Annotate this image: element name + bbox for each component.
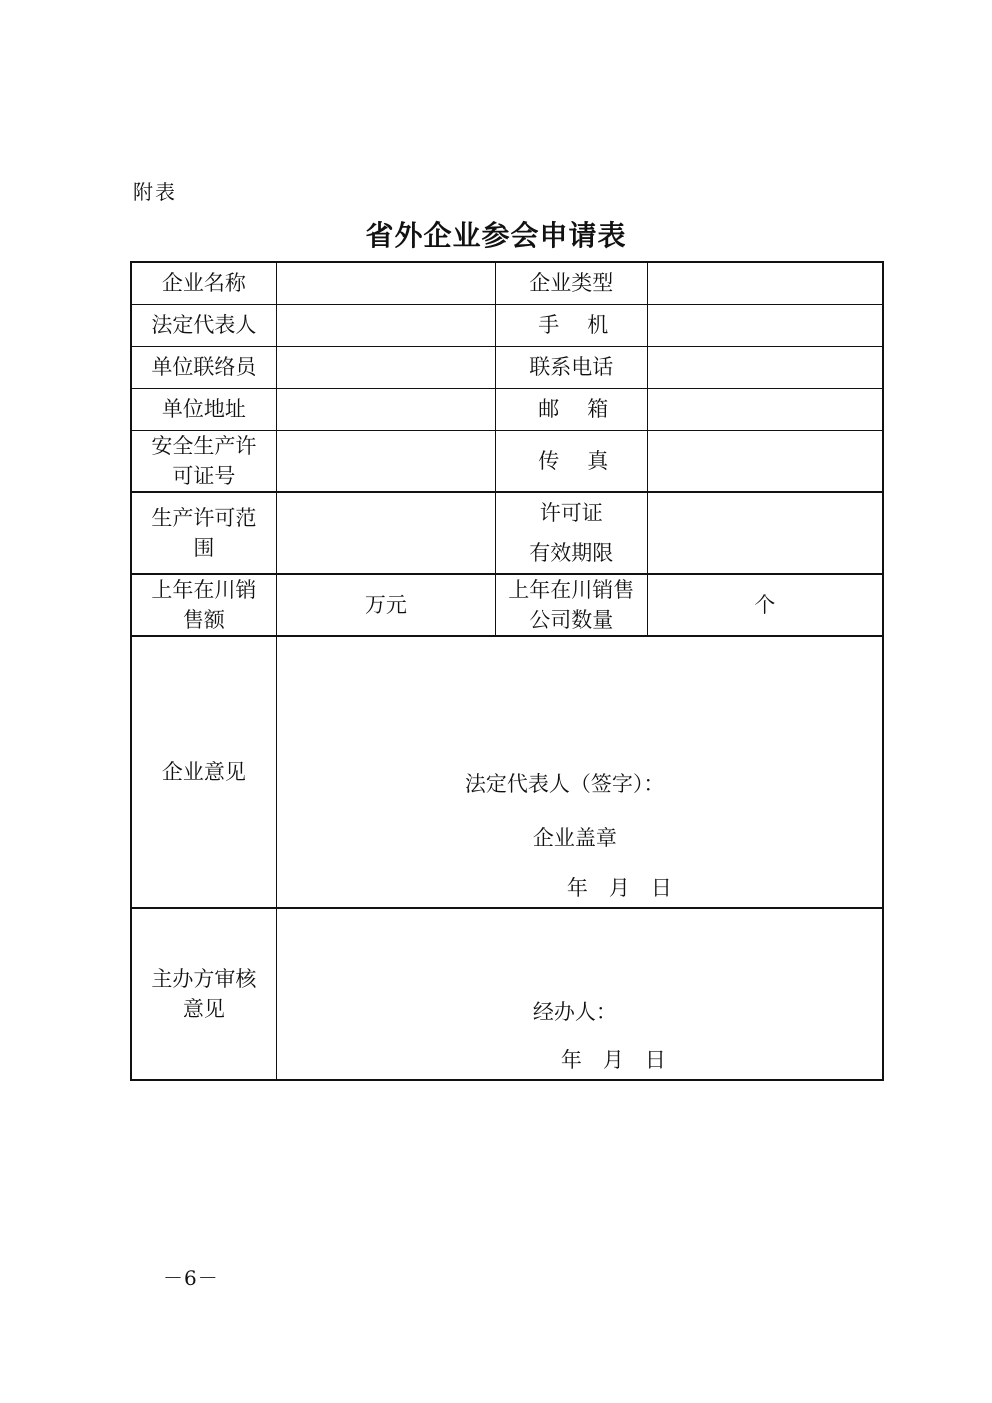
label-email-text: 邮箱 (538, 397, 637, 421)
company-count-field[interactable] (647, 574, 883, 636)
label-contact-person: 单位联络员 (131, 346, 276, 388)
review-date-label: 年 月 日 (560, 1048, 666, 1072)
label-legal-rep: 法定代表人 (131, 304, 276, 346)
label-email (495, 388, 647, 430)
contact-phone-field[interactable] (647, 346, 883, 388)
table-row (131, 346, 883, 388)
label-company-name: 企业名称 (131, 262, 276, 304)
label-license-validity (495, 492, 647, 574)
label-mobile-text: 手机 (538, 313, 637, 337)
label-fax-text: 传真 (538, 448, 637, 473)
label-company-count-line2: 公司数量 (529, 608, 614, 632)
address-field[interactable] (276, 388, 495, 430)
license-validity-field[interactable] (647, 492, 883, 574)
handler-label: 经办人： (532, 1000, 617, 1024)
table-row (131, 304, 883, 346)
label-company-count (495, 574, 647, 636)
table-row (131, 430, 883, 492)
company-count-unit: 个 (754, 593, 776, 617)
table-row (131, 636, 883, 908)
label-license-scope (131, 492, 276, 574)
organizer-review-signature-area (277, 909, 882, 1079)
safety-license-field[interactable] (276, 430, 495, 492)
label-safety-license-line1: 安全生产许 (151, 433, 257, 458)
label-license-validity-line2: 有效期限 (529, 541, 614, 565)
label-fax (495, 430, 647, 492)
label-sales-amount-line2: 售额 (182, 608, 225, 632)
annex-label: 附表 (133, 180, 177, 204)
table-row (131, 574, 883, 636)
label-license-scope-line2: 围 (193, 536, 215, 560)
label-license-validity-line1: 许可证 (539, 501, 603, 525)
label-organizer-review-line2: 意见 (182, 997, 225, 1021)
label-safety-license (131, 430, 276, 492)
organizer-review-field[interactable] (276, 908, 883, 1080)
email-field[interactable] (647, 388, 883, 430)
label-company-type: 企业类型 (495, 262, 647, 304)
label-license-scope-line1: 生产许可范 (151, 506, 257, 530)
fax-field[interactable] (647, 430, 883, 492)
license-scope-field[interactable] (276, 492, 495, 574)
table-row (131, 908, 883, 1080)
table-row (131, 388, 883, 430)
sales-amount-unit: 万元 (364, 593, 407, 617)
contact-person-field[interactable] (276, 346, 495, 388)
legal-rep-signature-label: 法定代表人（签字）： (464, 772, 665, 796)
opinion-date-label: 年 月 日 (566, 876, 672, 900)
company-seal-label: 企业盖章 (532, 826, 617, 850)
company-type-field[interactable] (647, 262, 883, 304)
company-name-field[interactable] (276, 262, 495, 304)
label-safety-license-line2: 可证号 (172, 463, 236, 488)
sales-amount-field[interactable] (276, 574, 495, 636)
page-number: －6－ (163, 1266, 219, 1290)
form-title: 省外企业参会申请表 (365, 219, 627, 252)
label-company-opinion: 企业意见 (131, 636, 276, 908)
company-opinion-field[interactable] (276, 636, 883, 908)
label-organizer-review-line1: 主办方审核 (151, 967, 257, 991)
label-sales-amount-line1: 上年在川销 (151, 578, 257, 602)
legal-rep-field[interactable] (276, 304, 495, 346)
label-organizer-review (131, 908, 276, 1080)
table-row (131, 492, 883, 574)
application-form-table (130, 261, 884, 1081)
label-company-count-line1: 上年在川销售 (508, 578, 635, 602)
company-opinion-signature-area (277, 637, 882, 907)
label-address: 单位地址 (131, 388, 276, 430)
label-mobile (495, 304, 647, 346)
label-contact-phone: 联系电话 (495, 346, 647, 388)
table-row (131, 262, 883, 304)
mobile-field[interactable] (647, 304, 883, 346)
label-sales-amount (131, 574, 276, 636)
